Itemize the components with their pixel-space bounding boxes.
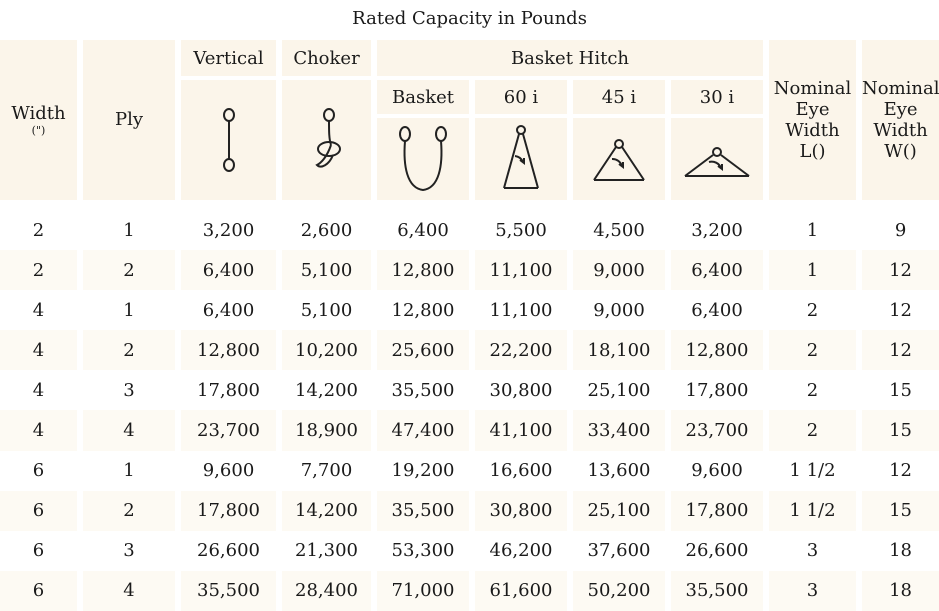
sixty-degree-subheader: 60 i <box>469 76 567 114</box>
forty-five-degree-cell: 33,400 <box>567 410 665 450</box>
ply-cell: 4 <box>77 571 175 611</box>
forty-five-degree-cell: 13,600 <box>567 451 665 491</box>
basket-hitch-icon <box>393 122 453 196</box>
thirty-degree-icon-cell <box>665 114 763 200</box>
forty-five-degree-cell: 18,100 <box>567 330 665 370</box>
ply-cell: 1 <box>77 210 175 250</box>
eye-width-l-cell: 1 <box>763 210 856 250</box>
table-row <box>0 451 939 491</box>
basket-cell: 19,200 <box>371 451 469 491</box>
basket-cell: 12,800 <box>371 250 469 290</box>
basket-cell: 53,300 <box>371 531 469 571</box>
width-cell: 6 <box>0 531 77 571</box>
sixty-degree-cell: 16,600 <box>469 451 567 491</box>
eye-width-w-header <box>856 36 939 200</box>
width-cell: 4 <box>0 330 77 370</box>
width-cell: 6 <box>0 451 77 491</box>
ply-cell: 1 <box>77 290 175 330</box>
sixty-degree-hitch-icon <box>491 122 551 196</box>
choker-cell: 5,100 <box>276 250 371 290</box>
vertical-header: Vertical <box>175 36 276 76</box>
thirty-degree-cell: 9,600 <box>665 451 763 491</box>
choker-cell: 10,200 <box>276 330 371 370</box>
ply-cell: 2 <box>77 250 175 290</box>
thirty-degree-subheader: 30 i <box>665 76 763 114</box>
choker-cell: 2,600 <box>276 210 371 250</box>
basket-hitch-header: Basket Hitch <box>371 36 763 76</box>
choker-hitch-cell <box>276 76 371 200</box>
vertical-cell: 9,600 <box>175 451 276 491</box>
choker-cell: 18,900 <box>276 410 371 450</box>
eye-width-w-cell: 9 <box>856 210 939 250</box>
eye-w-line-3: Width <box>873 120 928 141</box>
eye-width-l-cell: 3 <box>763 531 856 571</box>
sixty-degree-icon-cell <box>469 114 567 200</box>
ply-cell: 2 <box>77 491 175 531</box>
table-row <box>0 410 939 450</box>
ply-header: Ply <box>77 36 175 200</box>
forty-five-degree-cell: 50,200 <box>567 571 665 611</box>
thirty-degree-cell: 17,800 <box>665 491 763 531</box>
sixty-degree-cell: 5,500 <box>469 210 567 250</box>
eye-width-w-cell: 18 <box>856 531 939 571</box>
choker-header: Choker <box>276 36 371 76</box>
eye-l-line-4: L() <box>799 141 826 162</box>
forty-five-degree-hitch-icon <box>584 122 654 196</box>
table-row <box>0 250 939 290</box>
vertical-cell: 6,400 <box>175 290 276 330</box>
basket-cell: 6,400 <box>371 210 469 250</box>
eye-width-l-cell: 1 1/2 <box>763 451 856 491</box>
eye-width-l-cell: 1 <box>763 250 856 290</box>
ply-cell: 3 <box>77 531 175 571</box>
forty-five-degree-cell: 25,100 <box>567 370 665 410</box>
sixty-degree-cell: 30,800 <box>469 491 567 531</box>
choker-cell: 14,200 <box>276 491 371 531</box>
thirty-degree-cell: 26,600 <box>665 531 763 571</box>
eye-w-line-4: W() <box>884 141 917 162</box>
width-cell: 4 <box>0 290 77 330</box>
eye-width-w-cell: 12 <box>856 290 939 330</box>
forty-five-degree-cell: 37,600 <box>567 531 665 571</box>
forty-five-degree-icon-cell <box>567 114 665 200</box>
ply-cell: 3 <box>77 370 175 410</box>
basket-icon-cell <box>371 114 469 200</box>
thirty-degree-cell: 35,500 <box>665 571 763 611</box>
choker-cell: 7,700 <box>276 451 371 491</box>
width-cell: 6 <box>0 491 77 531</box>
choker-hitch-icon <box>307 105 347 175</box>
table-row <box>0 290 939 330</box>
vertical-hitch-cell <box>175 76 276 200</box>
sixty-degree-cell: 22,200 <box>469 330 567 370</box>
eye-width-w-cell: 18 <box>856 571 939 611</box>
vertical-cell: 35,500 <box>175 571 276 611</box>
eye-w-line-2: Eye <box>883 99 918 120</box>
capacity-table-body <box>0 200 939 611</box>
eye-width-w-cell: 12 <box>856 250 939 290</box>
eye-width-l-header <box>763 36 856 200</box>
width-cell: 2 <box>0 210 77 250</box>
basket-subheader: Basket <box>371 76 469 114</box>
forty-five-degree-cell: 25,100 <box>567 491 665 531</box>
width-cell: 4 <box>0 370 77 410</box>
width-unit-label: (") <box>31 124 46 137</box>
table-row <box>0 210 939 250</box>
thirty-degree-cell: 6,400 <box>665 250 763 290</box>
forty-five-degree-subheader: 45 i <box>567 76 665 114</box>
eye-l-line-1: Nominal <box>773 78 852 99</box>
table-title: Rated Capacity in Pounds <box>0 0 939 36</box>
eye-width-l-cell: 2 <box>763 370 856 410</box>
vertical-cell: 6,400 <box>175 250 276 290</box>
eye-width-l-cell: 3 <box>763 571 856 611</box>
basket-cell: 35,500 <box>371 491 469 531</box>
vertical-cell: 17,800 <box>175 370 276 410</box>
vertical-hitch-icon <box>209 105 249 175</box>
sixty-degree-cell: 11,100 <box>469 290 567 330</box>
eye-width-l-cell: 2 <box>763 330 856 370</box>
choker-cell: 21,300 <box>276 531 371 571</box>
eye-w-line-1: Nominal <box>862 78 939 99</box>
width-header <box>0 36 77 200</box>
thirty-degree-cell: 6,400 <box>665 290 763 330</box>
width-cell: 6 <box>0 571 77 611</box>
eye-l-line-3: Width <box>785 120 840 141</box>
choker-cell: 5,100 <box>276 290 371 330</box>
table-row <box>0 531 939 571</box>
eye-width-l-cell: 1 1/2 <box>763 491 856 531</box>
thirty-degree-cell: 17,800 <box>665 370 763 410</box>
sixty-degree-cell: 46,200 <box>469 531 567 571</box>
basket-cell: 25,600 <box>371 330 469 370</box>
vertical-cell: 23,700 <box>175 410 276 450</box>
sixty-degree-cell: 11,100 <box>469 250 567 290</box>
basket-cell: 12,800 <box>371 290 469 330</box>
basket-cell: 71,000 <box>371 571 469 611</box>
ply-cell: 2 <box>77 330 175 370</box>
width-cell: 4 <box>0 410 77 450</box>
vertical-cell: 17,800 <box>175 491 276 531</box>
table-row <box>0 370 939 410</box>
sixty-degree-cell: 61,600 <box>469 571 567 611</box>
basket-cell: 47,400 <box>371 410 469 450</box>
ply-cell: 1 <box>77 451 175 491</box>
table-row <box>0 491 939 531</box>
eye-width-w-cell: 12 <box>856 451 939 491</box>
vertical-cell: 26,600 <box>175 531 276 571</box>
sixty-degree-cell: 30,800 <box>469 370 567 410</box>
eye-width-w-cell: 15 <box>856 491 939 531</box>
thirty-degree-cell: 12,800 <box>665 330 763 370</box>
vertical-cell: 3,200 <box>175 210 276 250</box>
sixty-degree-cell: 41,100 <box>469 410 567 450</box>
ply-cell: 4 <box>77 410 175 450</box>
eye-width-w-cell: 12 <box>856 330 939 370</box>
thirty-degree-cell: 23,700 <box>665 410 763 450</box>
eye-l-line-2: Eye <box>795 99 830 120</box>
eye-width-w-cell: 15 <box>856 410 939 450</box>
eye-width-l-cell: 2 <box>763 410 856 450</box>
width-header-label: Width <box>11 103 66 124</box>
choker-cell: 14,200 <box>276 370 371 410</box>
eye-width-l-cell: 2 <box>763 290 856 330</box>
eye-width-w-cell: 15 <box>856 370 939 410</box>
width-cell: 2 <box>0 250 77 290</box>
forty-five-degree-cell: 4,500 <box>567 210 665 250</box>
thirty-degree-hitch-icon <box>679 122 755 196</box>
thirty-degree-cell: 3,200 <box>665 210 763 250</box>
basket-cell: 35,500 <box>371 370 469 410</box>
forty-five-degree-cell: 9,000 <box>567 250 665 290</box>
forty-five-degree-cell: 9,000 <box>567 290 665 330</box>
table-row <box>0 330 939 370</box>
choker-cell: 28,400 <box>276 571 371 611</box>
table-row <box>0 571 939 611</box>
vertical-cell: 12,800 <box>175 330 276 370</box>
